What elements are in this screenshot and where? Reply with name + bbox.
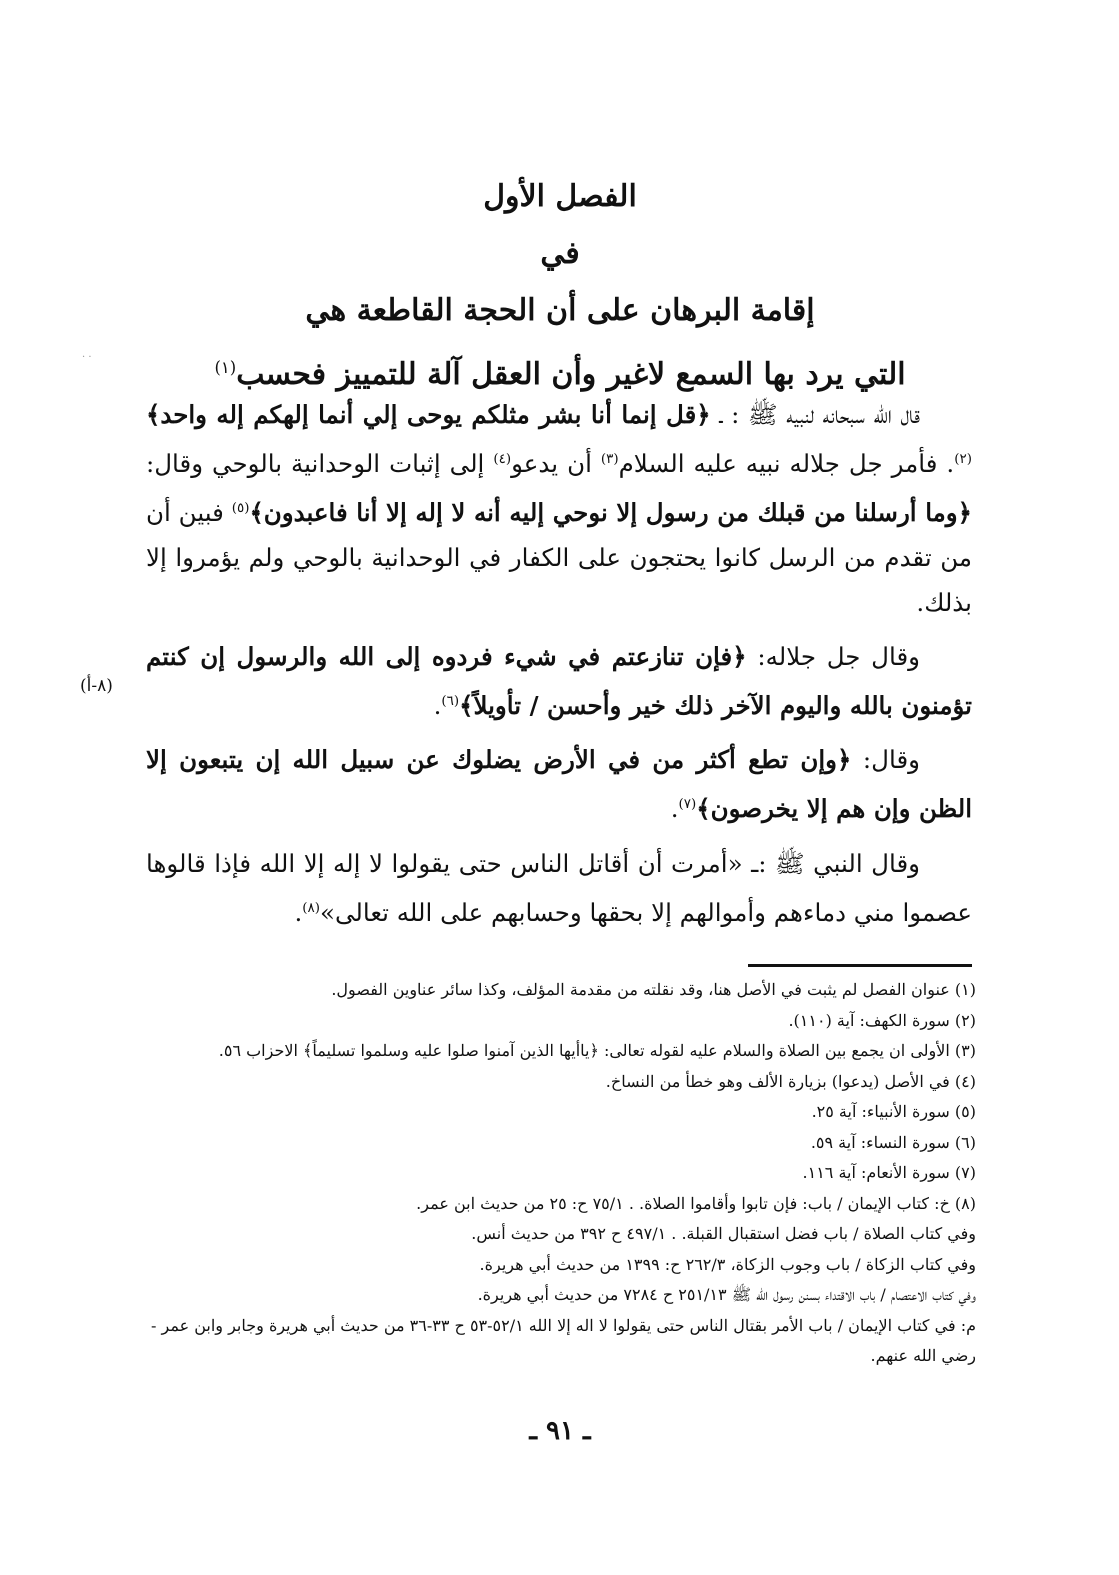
p1-quran-quote-2: ﴿وما أرسلنا من قبلك من رسول إلا نوحي إليه أنه لا إله إلا أنا فاعبدون﴾ (249, 498, 972, 528)
footnote-ref-2: (٢) (954, 451, 972, 467)
chapter-heading-line2: في (540, 236, 580, 271)
footnote-ref-6: (٦) (441, 693, 460, 710)
footnote-6: (٦) سورة النساء: آية ٥٩. (810, 1132, 976, 1152)
footnote-5: (٥) سورة الأنبياء: آية ٢٥. (811, 1102, 976, 1121)
chapter-heading (150, 168, 970, 403)
p2-quran-quote: ﴿فإن تنازعتم في شيء فردوه إلى الله والرسول إن كنتم تؤمنون بالله واليوم الآخر ذلك خير وأحسن / تأويلاً﴾ (146, 642, 972, 721)
p3-text-1: وقال: (851, 745, 920, 775)
p1-text-2: . فأمر جل جلاله نبيه عليه السلام (618, 449, 955, 479)
paragraph-2 (146, 634, 972, 728)
footnote-8-cont-4: م: في كتاب الإيمان / باب الأمر بقتال الناس حتى يقولوا لا اله إلا الله ٥٢/١-٥٣ ح ٣٣-٣٦ من حديث أبي هريرة وجابر وابن عمر - رضي الله عنهم. (151, 1315, 976, 1365)
p1-quran-quote-1: ﴿قل إنما أنا بشر مثلكم يوحى إلي أنما إلهكم إله واحد﴾ (146, 400, 711, 429)
p4-hadith-text: وقال النبي ﷺ :ـ «أمرت أن أقاتل الناس حتى يقولوا لا إله إلا الله فإذا قالوها عصموا مني دماءهم وأموالهم إلا بحقها وحسابهم على الله تعالى» (146, 848, 972, 927)
p1-text-4: إلى إثبات الوحدانية بالوحي وقال: (146, 449, 494, 479)
paragraph-3 (146, 737, 972, 831)
p2-text-2: . (433, 691, 442, 721)
footnote-8-cont-3: وفي كتاب الاعتصام / باب الاقتداء بسنن رسول الله ﷺ ٢٥١/١٣ ح ٧٢٨٤ من حديث أبي هريرة. (477, 1285, 976, 1304)
footnotes (138, 975, 976, 1372)
footnote-7: (٧) سورة الأنعام: آية ١١٦. (802, 1163, 976, 1182)
footnote-ref-7: (٧) (678, 796, 697, 813)
chapter-heading-line3: إقامة البرهان على أن الحجة القاطعة هي (305, 293, 815, 328)
scan-speck: · · (82, 352, 92, 363)
chapter-heading-line1: الفصل الأول (483, 179, 637, 214)
paragraph-1 (146, 392, 972, 625)
p3-quran-quote: ﴿وإن تطع أكثر من في الأرض يضلوك عن سبيل الله إن يتبعون إلا الظن وإن هم إلا يخرصون﴾ (146, 745, 972, 824)
chapter-heading-line4-text: التي يرد بها السمع لاغير وأن العقل آلة للتمييز فحسب (236, 357, 906, 392)
body-text (146, 392, 972, 944)
footnote-ref-3: (٣) (600, 451, 619, 467)
footnote-2: (٢) سورة الكهف: آية (١١٠). (788, 1010, 976, 1030)
footnote-8-cont-1: وفي كتاب الصلاة / باب فضل استقبال القبلة. . ٤٩٧/١ ح ٣٩٢ من حديث أنس. (471, 1224, 976, 1243)
footnote-4: (٤) في الأصل (يدعوا) بزيارة الألف وهو خطأ من النساخ. (605, 1071, 976, 1091)
footnote-ref-8: (٨) (302, 899, 321, 916)
p2-text-1: وقال جل جلاله: (746, 642, 920, 672)
p3-text-2: . (670, 794, 679, 824)
footnote-ref-5: (٥) (231, 500, 250, 517)
footnote-ref-1: (١) (214, 358, 237, 377)
p1-text-1: قال الله سبحانه لنبيه ﷺ : ـ (710, 400, 920, 429)
p1-text-3: أن يدعو (511, 449, 601, 479)
footnote-separator (748, 964, 972, 967)
manuscript-folio-marker: (٨-أ) (80, 676, 113, 696)
p1-text-5: فبين أن من تقدم من الرسل كانوا يحتجون على الكفار في الوحدانية بالوحي ولم يؤمروا إلا بذلك. (146, 498, 972, 618)
footnote-1: (١) عنوان الفصل لم يثبت في الأصل هنا، وقد نقلته من مقدمة المؤلف، وكذا سائر عناوين الفصول. (331, 980, 976, 999)
footnote-ref-4: (٤) (493, 451, 512, 467)
paragraph-4 (146, 841, 972, 935)
footnote-8-cont-2: وفي كتاب الزكاة / باب وجوب الزكاة، ٢٦٢/٣ ح: ١٣٩٩ من حديث أبي هريرة. (479, 1254, 976, 1274)
footnote-3: (٣) الأولى ان يجمع بين الصلاة والسلام عليه لقوله تعالى: ﴿ياأيها الذين آمنوا صلوا عليه وسلموا تسليماً﴾ الاحزاب ٥٦. (218, 1041, 976, 1060)
footnote-8: (٨) خ: كتاب الإيمان / باب: فإن تابوا وأقاموا الصلاة. . ٧٥/١ ح: ٢٥ من حديث ابن عمر. (416, 1193, 976, 1213)
p4-text-2: . (294, 897, 303, 927)
page-number: ـ ٩١ ـ (529, 1416, 591, 1446)
